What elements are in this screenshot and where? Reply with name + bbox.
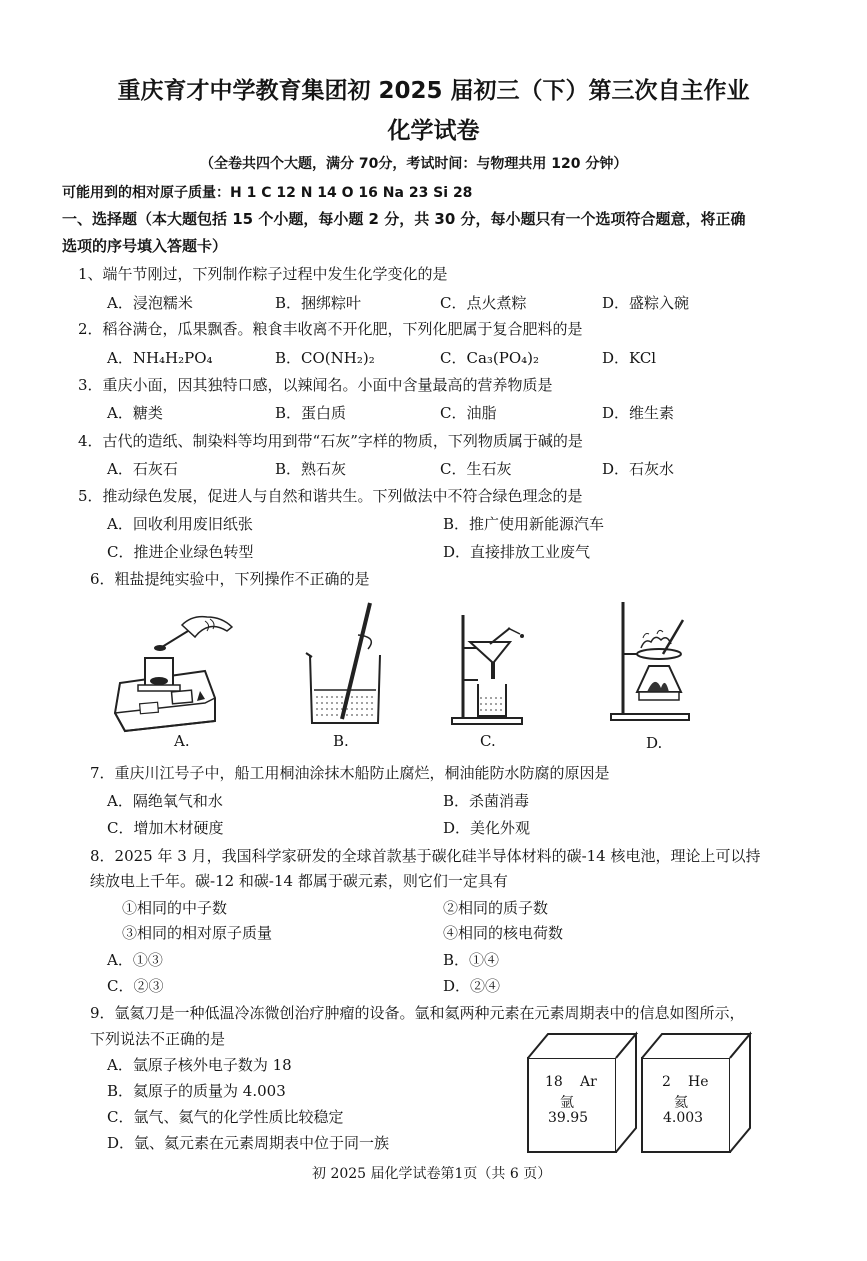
figure-b-label: B.	[333, 732, 349, 750]
q9-option-c: C．氩气、氦气的化学性质比较稳定	[107, 1108, 344, 1126]
dissolving-beaker-figure	[300, 595, 390, 730]
argon-atomic-number: 18	[545, 1074, 563, 1090]
question-8-stem-cont: 续放电上千年。碳-12 和碳-14 都属于碳元素，则它们一定具有	[90, 872, 508, 890]
question-7-stem: 7．重庆川江号子中，船工用桐油涂抹木船防止腐烂，桐油能防水防腐的原因是	[90, 764, 610, 782]
helium-symbol: He	[688, 1074, 709, 1090]
q9-option-b: B．氦原子的质量为 4.003	[107, 1082, 286, 1100]
q9-option-a: A．氩原子核外电子数为 18	[107, 1056, 292, 1074]
filtration-figure	[448, 600, 528, 730]
q8-item-3: ③相同的相对原子质量	[122, 924, 273, 942]
q4-option-d: D．石灰水	[602, 460, 675, 478]
q5-option-d: D．直接排放工业废气	[443, 543, 591, 561]
q8-item-1: ①相同的中子数	[122, 899, 228, 917]
q8-option-a: A．①③	[107, 951, 163, 969]
section-heading-cont: 选项的序号填入答题卡）	[62, 237, 228, 255]
q1-option-c: C．点火煮粽	[440, 294, 527, 312]
q2-option-b: B．CO(NH₂)₂	[275, 349, 375, 367]
q7-option-a: A．隔绝氧气和水	[107, 792, 223, 810]
evaporation-figure	[605, 596, 695, 731]
q1-option-d: D．盛粽入碗	[602, 294, 690, 312]
page-footer: 初 2025 届化学试卷第1页（共 6 页）	[312, 1166, 552, 1182]
balance-weighing-figure	[110, 603, 235, 738]
q7-option-b: B．杀菌消毒	[443, 792, 530, 810]
atomic-masses: 可能用到的相对原子质量：H 1 C 12 N 14 O 16 Na 23 Si 28	[62, 185, 473, 201]
periodic-table-cubes	[520, 1030, 760, 1160]
q4-option-b: B．熟石灰	[275, 460, 347, 478]
q8-option-b: B．①④	[443, 951, 500, 969]
argon-mass: 39.95	[548, 1110, 589, 1126]
q7-option-d: D．美化外观	[443, 819, 531, 837]
helium-name: 氦	[674, 1095, 688, 1111]
figure-a-label: A.	[174, 732, 190, 750]
helium-mass: 4.003	[663, 1110, 704, 1126]
q9-option-d: D．氩、氦元素在元素周期表中位于同一族	[107, 1134, 390, 1152]
question-8-stem: 8．2025 年 3 月，我国科学家研发的全球首款基于碳化硅半导体材料的碳-14 核电池，理论上可以持	[90, 847, 761, 865]
helium-atomic-number: 2	[662, 1074, 671, 1090]
q8-item-2: ②相同的质子数	[443, 899, 549, 917]
exam-title: 重庆育才中学教育集团初 2025 届初三（下）第三次自主作业	[117, 78, 750, 104]
q3-option-d: D．维生素	[602, 404, 675, 422]
q5-option-a: A．回收利用废旧纸张	[107, 515, 253, 533]
question-6-stem: 6．粗盐提纯实验中，下列操作不正确的是	[90, 570, 370, 588]
figure-c-label: C.	[480, 732, 496, 750]
q3-option-c: C．油脂	[440, 404, 497, 422]
figure-d-label: D.	[646, 734, 663, 752]
question-3-stem: 3．重庆小面，因其独特口感，以辣闻名。小面中含量最高的营养物质是	[78, 376, 553, 394]
question-2-stem: 2．稻谷满仓，瓜果飘香。粮食丰收离不开化肥，下列化肥属于复合肥料的是	[78, 320, 583, 338]
question-4-stem: 4．古代的造纸、制染料等均用到带“石灰”字样的物质，下列物质属于碱的是	[78, 432, 583, 450]
q2-option-a: A．NH₄H₂PO₄	[107, 349, 213, 367]
q3-option-a: A．糖类	[107, 404, 163, 422]
question-5-stem: 5．推动绿色发展，促进人与自然和谐共生。下列做法中不符合绿色理念的是	[78, 487, 583, 505]
q1-option-b: B．捆绑粽叶	[275, 294, 362, 312]
q8-option-c: C．②③	[107, 977, 164, 995]
q2-option-d: D．KCl	[602, 349, 657, 367]
q5-option-c: C．推进企业绿色转型	[107, 543, 254, 561]
argon-name: 氩	[560, 1095, 574, 1111]
exam-subject: 化学试卷	[387, 118, 480, 144]
q8-option-d: D．②④	[443, 977, 501, 995]
q5-option-b: B．推广使用新能源汽车	[443, 515, 605, 533]
question-9-stem-cont: 下列说法不正确的是	[90, 1030, 226, 1048]
exam-info: （全卷共四个大题，满分 70分，考试时间：与物理共用 120 分钟）	[200, 156, 628, 172]
question-1-stem: 1、端午节刚过，下列制作粽子过程中发生化学变化的是	[78, 265, 448, 283]
q2-option-c: C．Ca₃(PO₄)₂	[440, 349, 540, 367]
section-heading: 一、选择题（本大题包括 15 个小题，每小题 2 分，共 30 分，每小题只有一个选项符合题意，将正确	[62, 210, 746, 228]
q7-option-c: C．增加木材硬度	[107, 819, 224, 837]
argon-symbol: Ar	[580, 1074, 597, 1090]
q1-option-a: A．浸泡糯米	[107, 294, 193, 312]
question-9-stem: 9．氩氦刀是一种低温冷冻微创治疗肿瘤的设备。氩和氦两种元素在元素周期表中的信息如图所示，	[90, 1004, 745, 1022]
q4-option-c: C．生石灰	[440, 460, 512, 478]
q8-item-4: ④相同的核电荷数	[443, 924, 564, 942]
q4-option-a: A．石灰石	[107, 460, 178, 478]
q3-option-b: B．蛋白质	[275, 404, 347, 422]
